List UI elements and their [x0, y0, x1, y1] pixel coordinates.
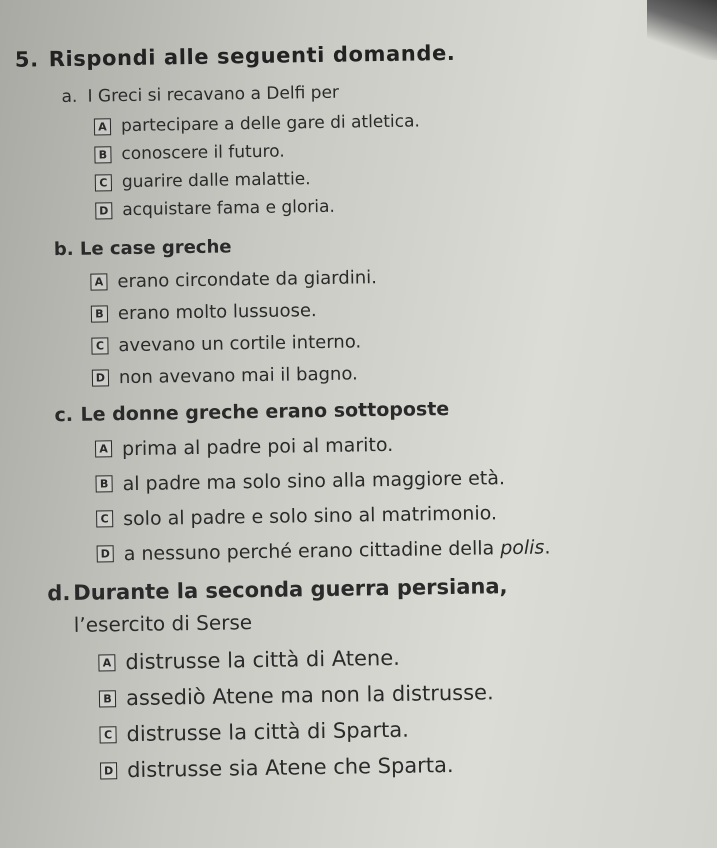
option-key-box[interactable]: B [95, 475, 112, 492]
option-a-D[interactable] [95, 191, 421, 224]
option-text: partecipare a delle gare di atletica. [120, 111, 421, 137]
option-text: acquistare fama e gloria. [122, 196, 336, 221]
option-b-C[interactable] [91, 325, 378, 361]
question-d-title [47, 574, 508, 605]
option-text: avevano un cortile interno. [118, 330, 362, 356]
option-key-box[interactable]: A [94, 118, 111, 135]
option-b-B[interactable] [91, 293, 378, 329]
option-d-D[interactable] [100, 746, 511, 788]
question-c [54, 396, 550, 572]
question-b-options [90, 261, 378, 393]
option-text-end: . [544, 535, 551, 559]
option-text: conoscere il futuro. [121, 141, 285, 165]
option-text [124, 536, 551, 565]
option-text: solo al padre e solo sino al matrimonio. [122, 501, 498, 530]
option-b-D[interactable] [92, 357, 379, 393]
question-letter: a. [61, 86, 78, 108]
question-text: Le case greche [79, 236, 232, 260]
question-text: Durante la seconda guerra persiana, [73, 574, 508, 605]
option-text: non avevano mai il bagno. [118, 362, 358, 388]
option-text: distrusse la città di Sparta. [126, 717, 410, 747]
option-key-box[interactable]: D [97, 545, 114, 562]
option-text: guarire dalle malattie. [121, 169, 311, 193]
option-text: distrusse sia Atene che Sparta. [126, 752, 454, 783]
question-letter: d. [47, 580, 71, 606]
option-key-box[interactable]: B [94, 146, 111, 163]
question-a-options [94, 107, 422, 224]
option-text-italic: polis [500, 536, 545, 559]
option-text: distrusse la città di Atene. [125, 645, 401, 675]
option-text: erano circondate da giardini. [117, 266, 378, 292]
option-key-box[interactable]: B [99, 690, 116, 707]
option-text: erano molto lussuose. [117, 299, 317, 324]
question-a-title [61, 81, 419, 107]
option-text: prima al padre poi al marito. [121, 433, 394, 460]
option-key-box[interactable]: D [100, 762, 117, 779]
question-c-title [54, 396, 548, 426]
option-text: assediò Atene ma non la distrusse. [125, 680, 494, 711]
question-letter: b. [53, 238, 74, 261]
question-text: Le donne greche erano sottoposte [80, 397, 450, 426]
option-text-main: a nessuno perché erano cittadine della [123, 536, 501, 565]
question-b [54, 234, 379, 394]
question-b-title [54, 234, 377, 260]
option-c-D[interactable] [96, 529, 550, 571]
option-key-box[interactable]: C [99, 726, 116, 743]
option-key-box[interactable]: D [95, 202, 112, 219]
option-text: al padre ma solo sino alla maggiore età. [122, 466, 506, 495]
option-key-box[interactable]: B [91, 305, 108, 322]
option-key-box[interactable]: D [92, 369, 109, 386]
option-b-A[interactable] [90, 261, 377, 297]
question-a [61, 81, 421, 225]
question-d-options [98, 638, 510, 788]
option-key-box[interactable]: C [95, 174, 112, 191]
question-d [47, 574, 510, 789]
option-key-box[interactable]: A [95, 440, 112, 457]
option-key-box[interactable]: C [96, 510, 113, 527]
question-text: I Greci si recavano a Delfi per [87, 82, 340, 107]
question-c-options [95, 424, 551, 571]
exercise-heading [15, 41, 456, 72]
option-key-box[interactable]: A [98, 654, 115, 671]
question-d-subtitle: l’esercito di Serse [73, 610, 253, 637]
exercise-instruction: Rispondi alle seguenti domande. [48, 40, 456, 72]
exercise-number: 5. [14, 47, 39, 72]
option-key-box[interactable]: A [90, 273, 107, 290]
option-key-box[interactable]: C [91, 337, 108, 354]
question-letter: c. [54, 403, 74, 427]
